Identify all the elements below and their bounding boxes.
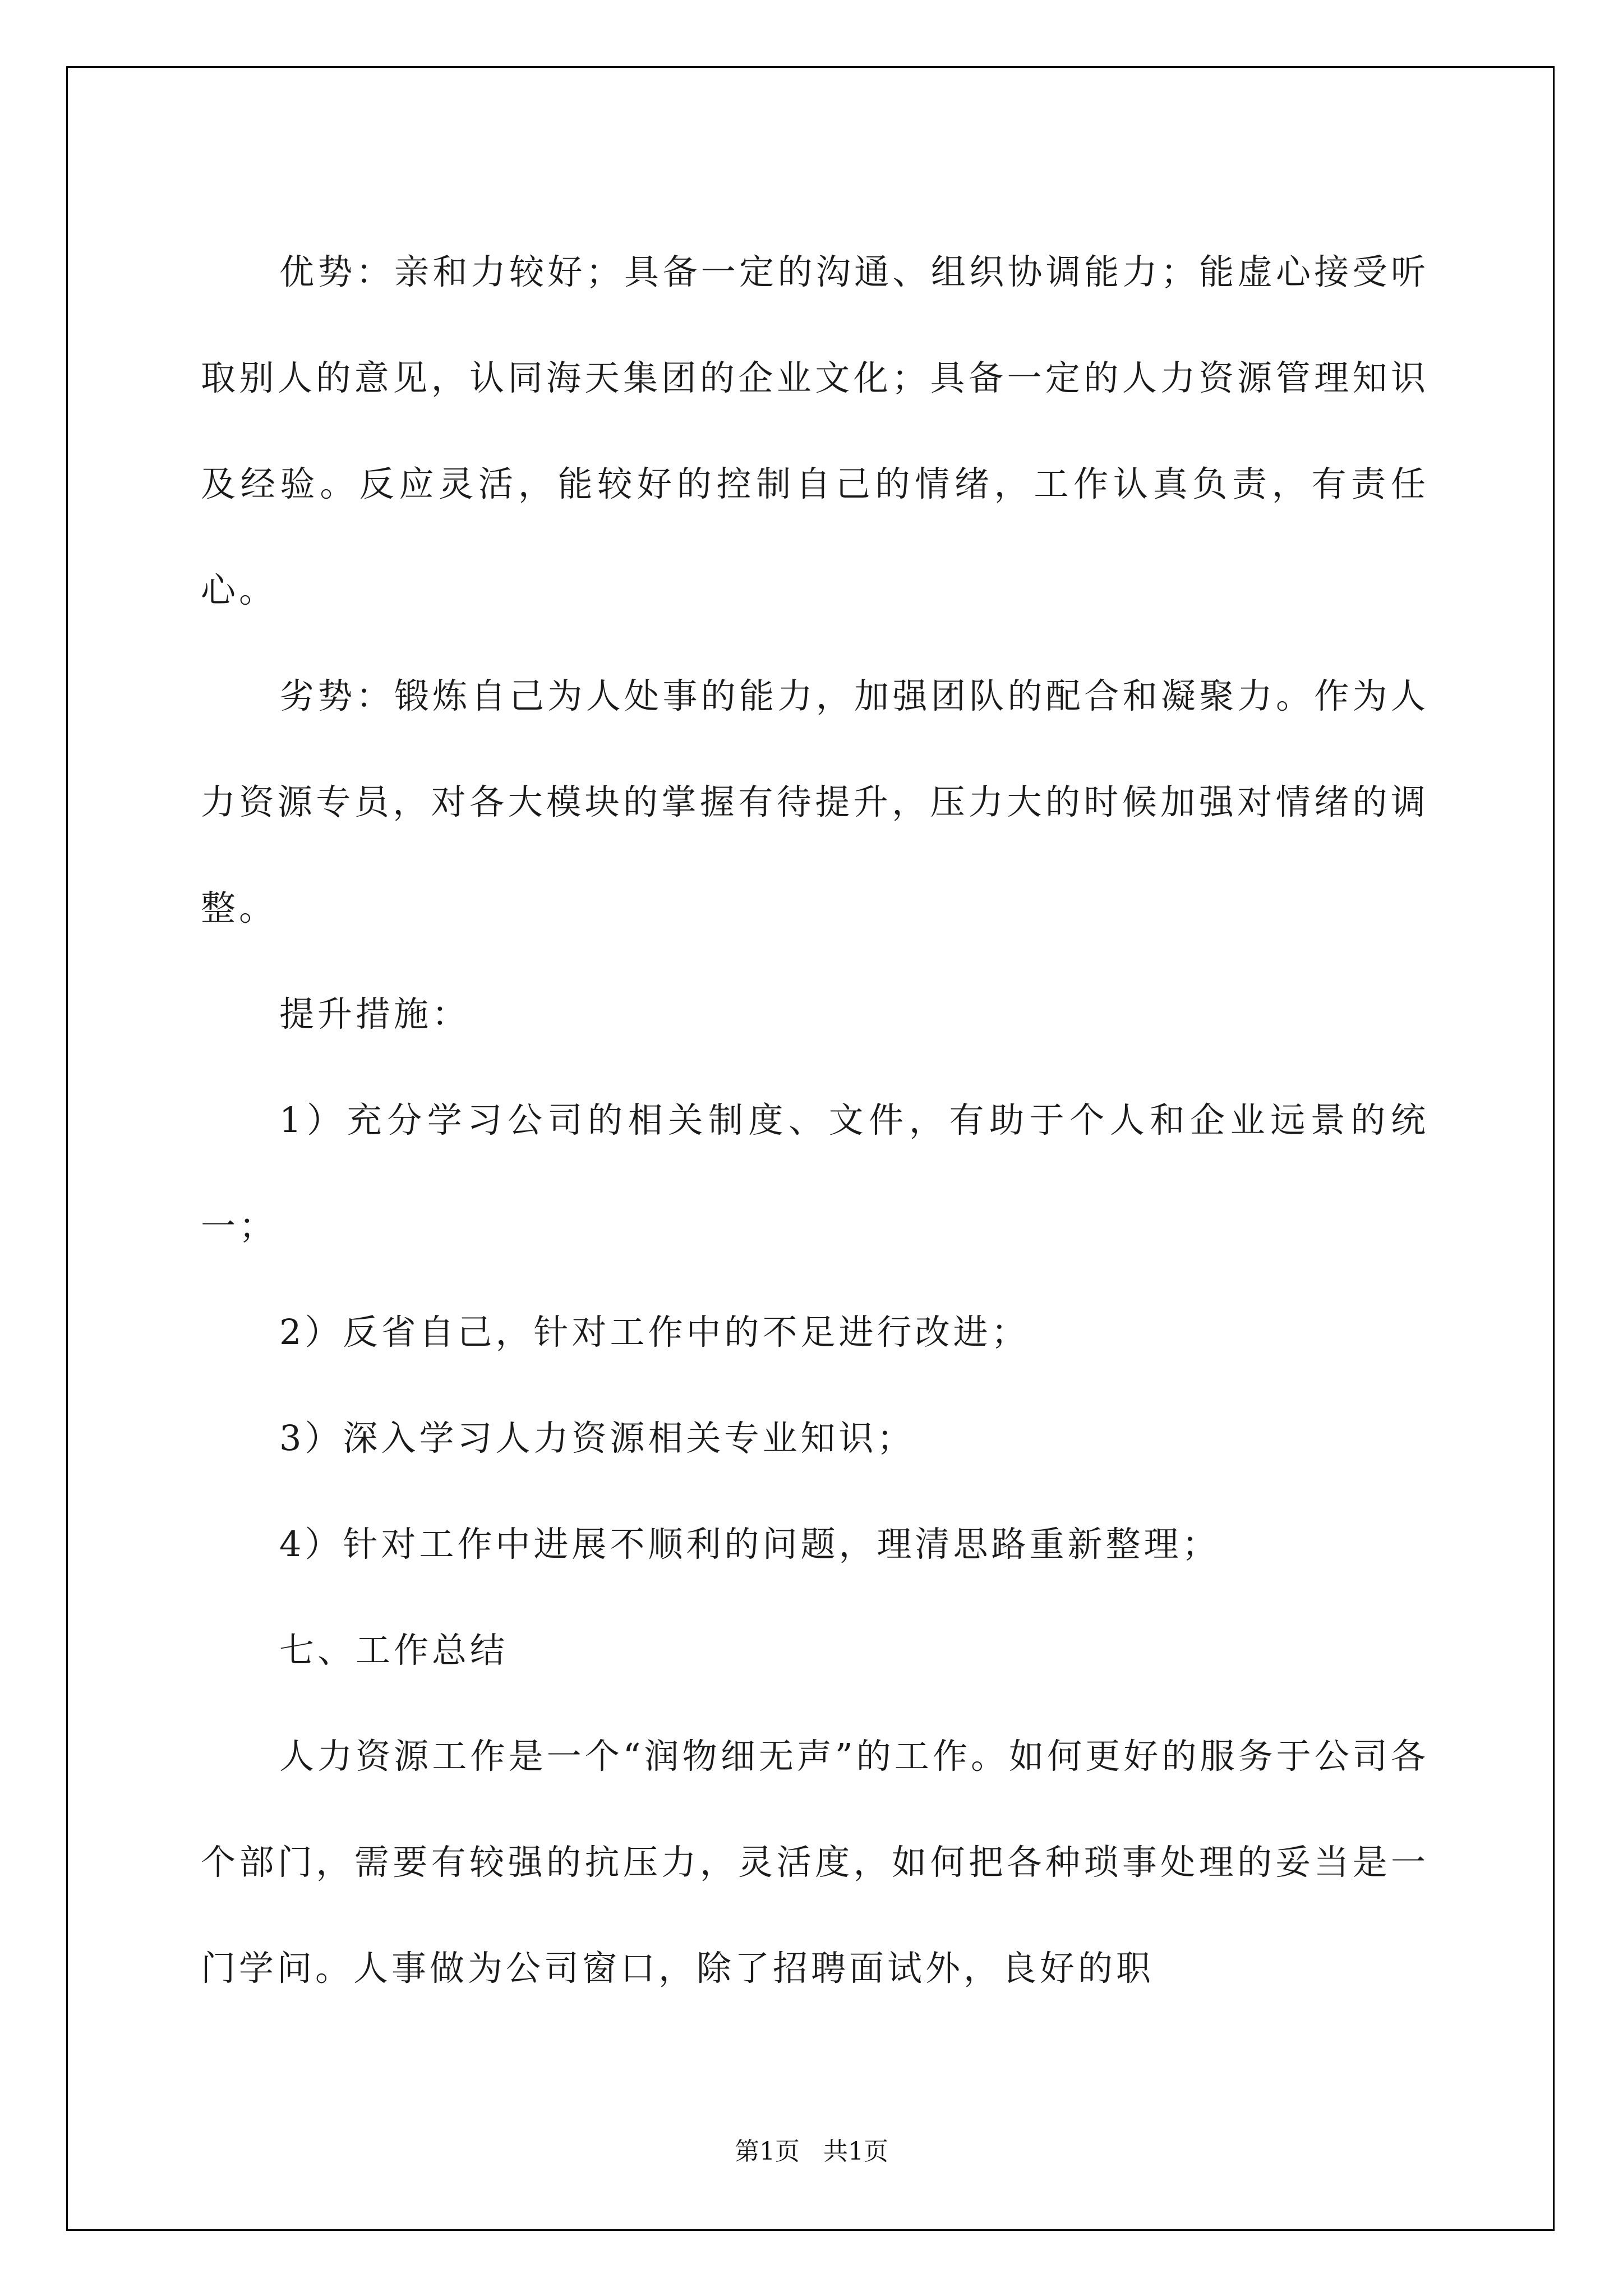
list-item: 1）充分学习公司的相关制度、文件，有助于个人和企业远景的统一； — [201, 1099, 1429, 1246]
document-body — [201, 219, 1429, 2021]
page-footer: 第1页 共1页 — [735, 2137, 888, 2166]
list-item: 2）反省自己，针对工作中的不足进行改进； — [279, 1312, 1030, 1352]
list-item: 3）深入学习人力资源相关专业知识； — [279, 1418, 915, 1458]
list-item: 4）针对工作中进展不顺利的问题，理清思路重新整理； — [279, 1524, 1220, 1565]
section-heading: 七、工作总结 — [279, 1630, 509, 1671]
paragraph-strengths: 优势：亲和力较好；具备一定的沟通、组织协调能力；能虚心接受听取别人的意见，认同海天集团的企业文化；具备一定的人力资源管理知识及经验。反应灵活，能较好的控制自己的情绪，工作认真负责，有责任心。 — [201, 251, 1429, 610]
paragraph-summary: 人力资源工作是一个“润物细无声”的工作。如何更好的服务于公司各个部门，需要有较强的抗压力，灵活度，如何把各种琐事处理的妥当是一门学问。人事做为公司窗口，除了招聘面试外，良好的职 — [201, 1736, 1429, 1989]
paragraph-weaknesses: 劣势：锻炼自己为人处事的能力，加强团队的配合和凝聚力。作为人力资源专员，对各大模块的掌握有待提升，压力大的时候加强对情绪的调整。 — [201, 675, 1429, 928]
paragraph-improvement-heading: 提升措施： — [279, 993, 471, 1034]
